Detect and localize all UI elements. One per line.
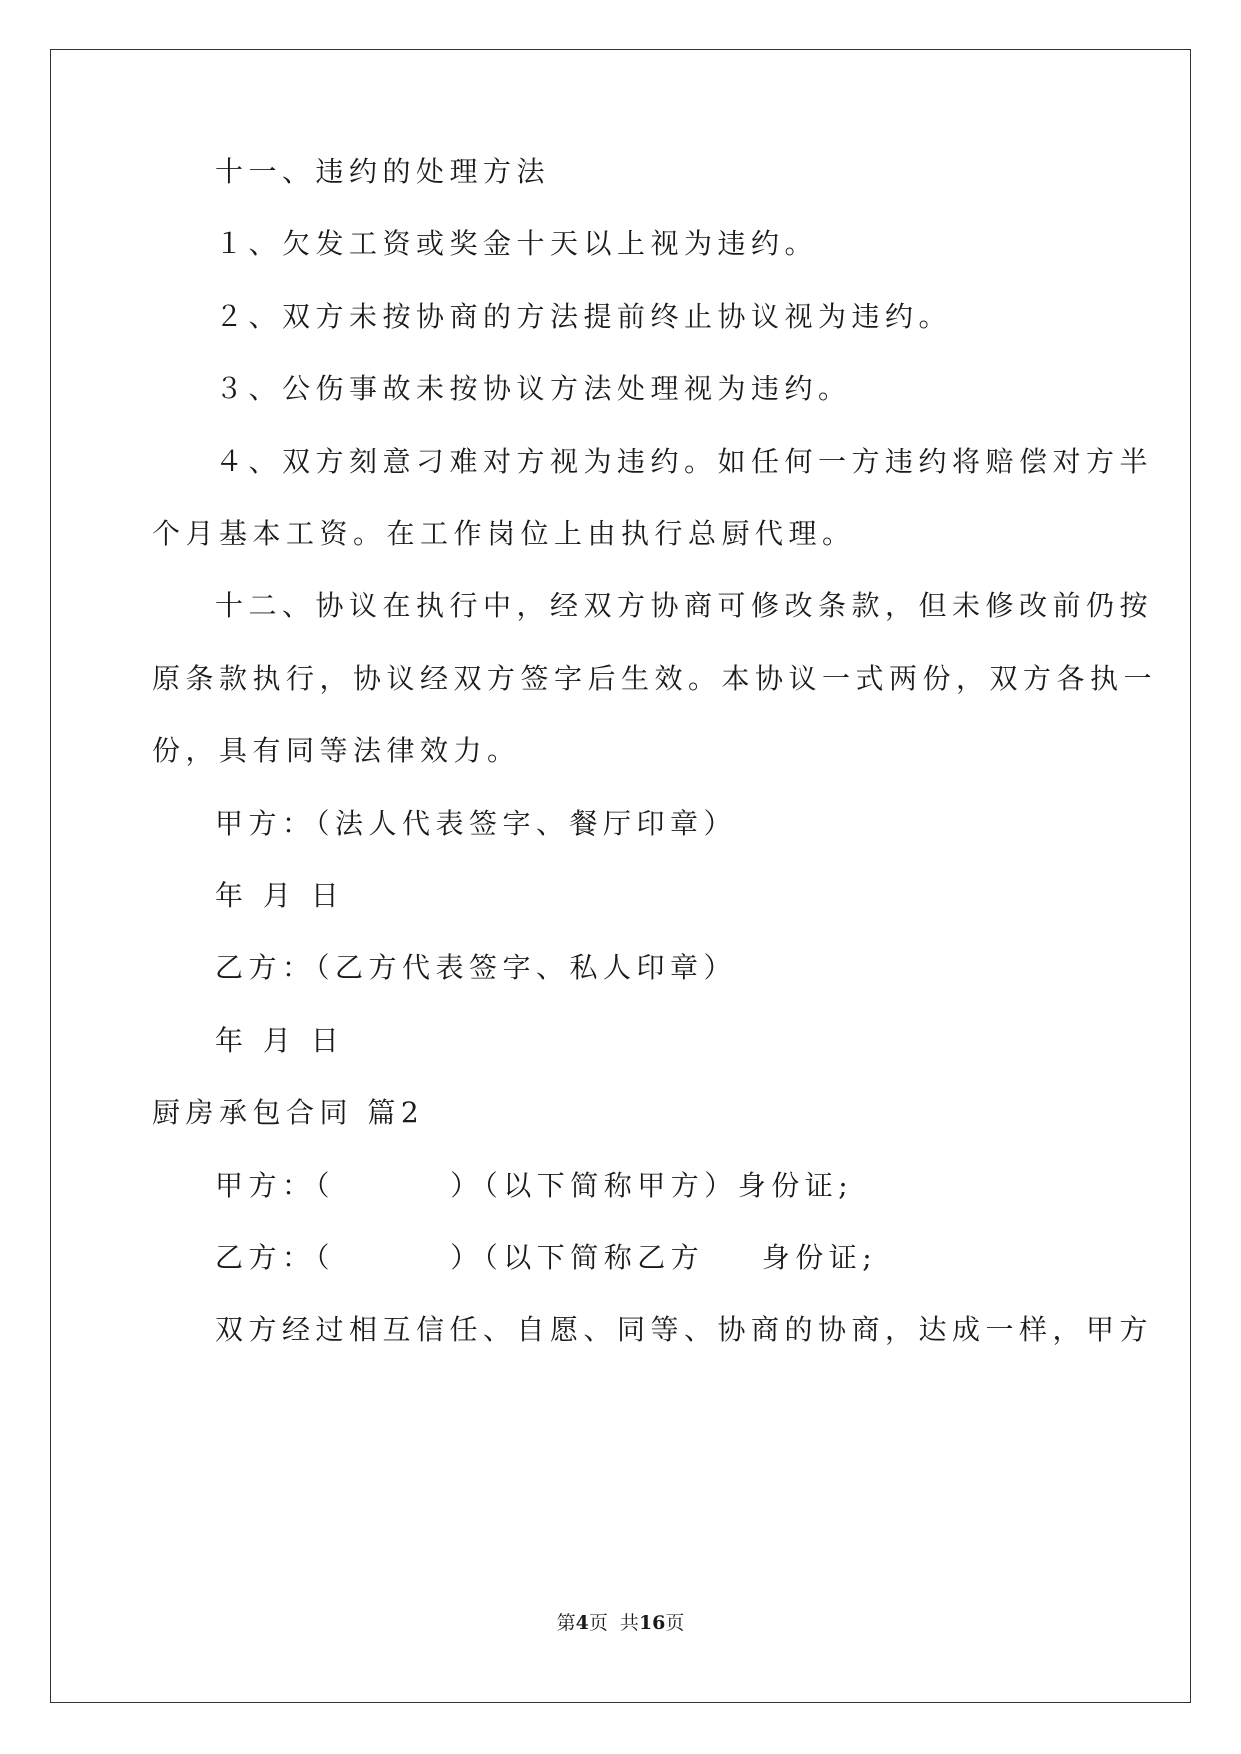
text-line: 年 月 日 (215, 1024, 345, 1057)
footer-prefix: 第 (556, 1612, 576, 1634)
text-line: 十一、违约的处理方法 (215, 155, 551, 188)
text-line: 乙方：（乙方代表签字、私人印章） (215, 951, 738, 984)
footer-mid: 页 共 (588, 1612, 639, 1634)
text-line: １、欠发工资或奖金十天以上视为违约。 (215, 227, 819, 260)
text-line: 甲方：（法人代表签字、餐厅印章） (215, 807, 738, 840)
page-border (50, 49, 1191, 1703)
text-line: 双方经过相互信任、自愿、同等、协商的协商，达成一样，甲方 (215, 1313, 1154, 1346)
page-footer (0, 1608, 1241, 1635)
text-line: 十二、协议在执行中，经双方协商可修改条款，但未修改前仍按 (215, 589, 1154, 622)
footer-page-number: 4 (575, 1612, 589, 1634)
text-line: 原条款执行，协议经双方签字后生效。本协议一式两份，双方各执一 (152, 662, 1158, 695)
footer-total-pages: 16 (638, 1612, 666, 1634)
text-line: 份，具有同等法律效力。 (152, 734, 521, 767)
text-line: 个月基本工资。在工作岗位上由执行总厨代理。 (152, 517, 856, 550)
text-line: ２、双方未按协商的方法提前终止协议视为违约。 (215, 300, 953, 333)
text-line: 乙方：（ ）（以下简称乙方 身份证; (215, 1241, 878, 1274)
text-line: 甲方：（ ）（以下简称甲方）身份证; (215, 1169, 854, 1202)
footer-suffix: 页 (665, 1612, 685, 1634)
text-line: ４、双方刻意刁难对方视为违约。如任何一方违约将赔偿对方半 (215, 445, 1154, 478)
text-line: 厨房承包合同 篇2 (152, 1096, 425, 1129)
text-line: ３、公伤事故未按协议方法处理视为违约。 (215, 372, 852, 405)
text-line: 年 月 日 (215, 879, 345, 912)
